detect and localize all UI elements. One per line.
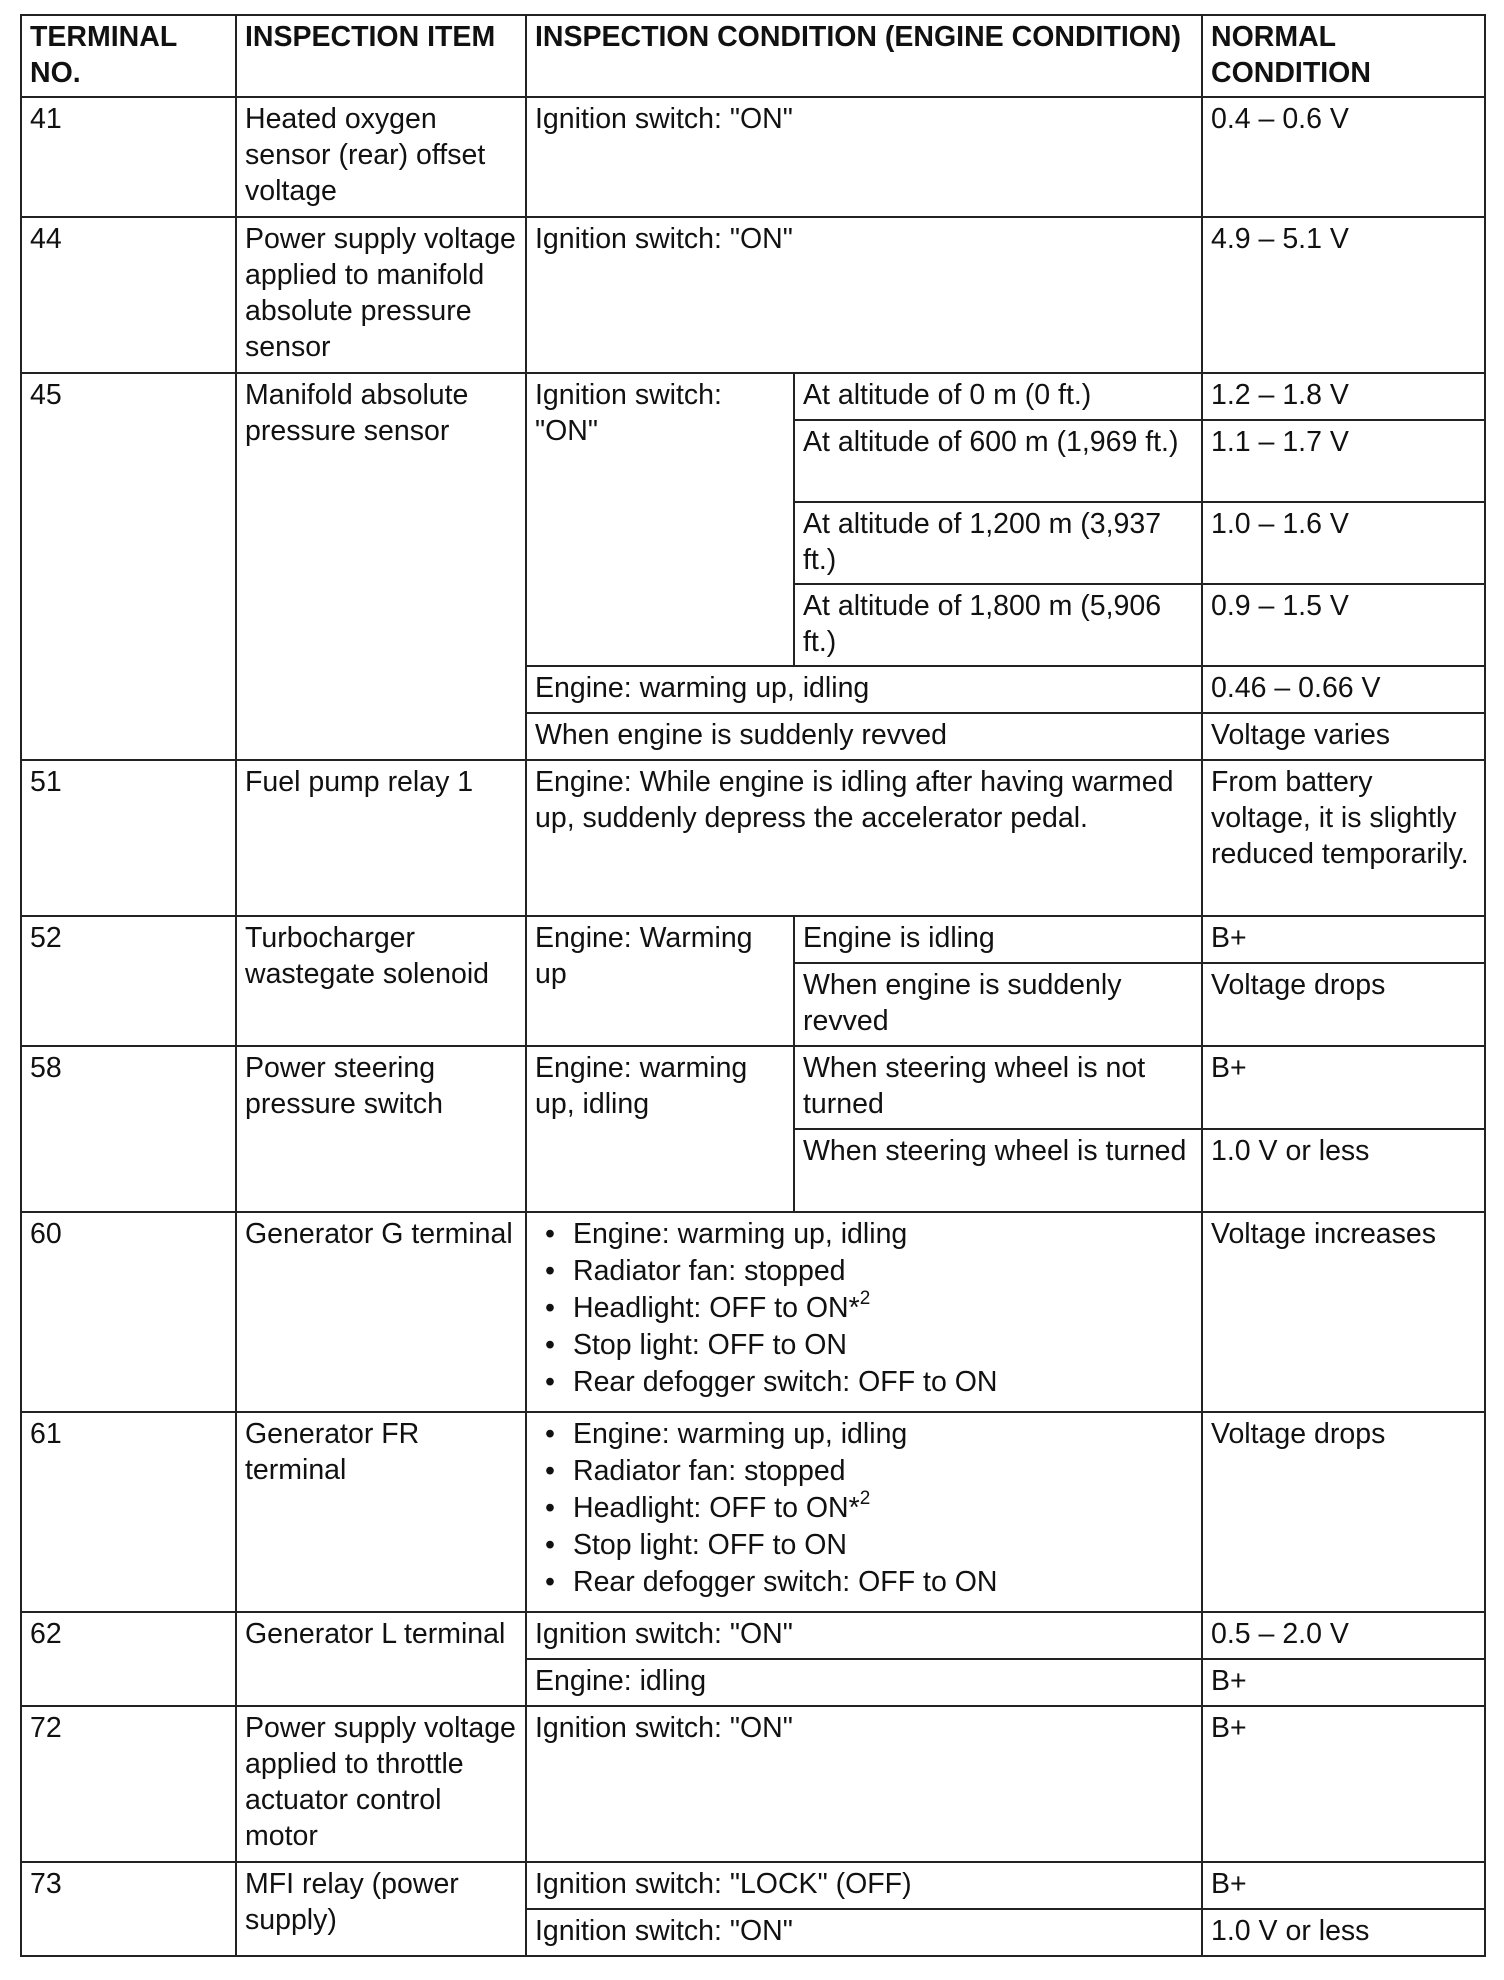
table-row — [21, 1612, 1485, 1659]
normal-condition: 0.4 – 0.6 V — [1202, 97, 1485, 217]
normal-condition: Voltage varies — [1202, 713, 1485, 760]
inspection-item: Fuel pump relay 1 — [236, 760, 526, 916]
inspection-condition-list — [526, 1212, 1202, 1412]
inspection-item: Generator FR terminal — [236, 1412, 526, 1612]
normal-condition: B+ — [1202, 1046, 1485, 1129]
condition-text: Headlight: OFF to ON* — [573, 1292, 860, 1324]
inspection-item: Heated oxygen sensor (rear) offset voltage — [236, 97, 526, 217]
inspection-condition: Engine: warming up, idling — [526, 1046, 794, 1212]
inspection-sub-condition: When engine is suddenly revved — [794, 963, 1202, 1046]
condition-bullet: • Engine: warming up, idling — [541, 1416, 1193, 1453]
table-row — [21, 373, 1485, 420]
normal-condition: B+ — [1202, 1659, 1485, 1706]
inspection-sub-condition: At altitude of 1,800 m (5,906 ft.) — [794, 584, 1202, 666]
condition-bullet-list — [535, 1416, 1193, 1601]
condition-bullet-list — [535, 1216, 1193, 1401]
condition-bullet: • Engine: warming up, idling — [541, 1216, 1193, 1253]
inspection-condition: Ignition switch: "ON" — [526, 217, 1202, 373]
normal-condition: 1.0 V or less — [1202, 1129, 1485, 1212]
condition-bullet: • Radiator fan: stopped — [541, 1253, 1193, 1290]
normal-condition: 1.2 – 1.8 V — [1202, 373, 1485, 420]
normal-condition: 0.46 – 0.66 V — [1202, 666, 1485, 713]
normal-condition: 4.9 – 5.1 V — [1202, 217, 1485, 373]
table-row — [21, 1706, 1485, 1862]
terminal-number: 52 — [21, 916, 236, 1046]
normal-condition: Voltage drops — [1202, 1412, 1485, 1612]
table-row — [21, 1212, 1485, 1412]
terminal-number: 62 — [21, 1612, 236, 1706]
inspection-condition: Engine: idling — [526, 1659, 1202, 1706]
terminal-number: 45 — [21, 373, 236, 760]
normal-condition: Voltage drops — [1202, 963, 1485, 1046]
normal-condition: 1.0 V or less — [1202, 1909, 1485, 1956]
normal-condition: 1.1 – 1.7 V — [1202, 420, 1485, 502]
inspection-sub-condition: At altitude of 0 m (0 ft.) — [794, 373, 1202, 420]
inspection-sub-condition: At altitude of 600 m (1,969 ft.) — [794, 420, 1202, 502]
normal-condition: Voltage increases — [1202, 1212, 1485, 1412]
inspection-item: Power steering pressure switch — [236, 1046, 526, 1212]
table-row — [21, 1046, 1485, 1129]
header-normal-condition: NORMAL CONDITION — [1202, 15, 1485, 97]
table-row — [21, 1412, 1485, 1612]
normal-condition: B+ — [1202, 916, 1485, 963]
inspection-item: MFI relay (power supply) — [236, 1862, 526, 1956]
terminal-number: 44 — [21, 217, 236, 373]
header-terminal-no: TERMINAL NO. — [21, 15, 236, 97]
inspection-condition: When engine is suddenly revved — [526, 713, 1202, 760]
inspection-item: Manifold absolute pressure sensor — [236, 373, 526, 760]
inspection-condition: Ignition switch: "ON" — [526, 1706, 1202, 1862]
terminal-number: 73 — [21, 1862, 236, 1956]
footnote-mark: 2 — [859, 1287, 871, 1309]
inspection-condition: Ignition switch: "ON" — [526, 1612, 1202, 1659]
terminal-number: 58 — [21, 1046, 236, 1212]
inspection-condition: Ignition switch: "ON" — [526, 373, 794, 666]
condition-bullet: • Stop light: OFF to ON — [541, 1327, 1193, 1364]
inspection-sub-condition: Engine is idling — [794, 916, 1202, 963]
table-row — [21, 760, 1485, 916]
header-inspection-item: INSPECTION ITEM — [236, 15, 526, 97]
inspection-condition-list — [526, 1412, 1202, 1612]
inspection-sub-condition: When steering wheel is turned — [794, 1129, 1202, 1212]
inspection-item: Power supply voltage applied to throttle actuator control motor — [236, 1706, 526, 1862]
table-row — [21, 1862, 1485, 1909]
inspection-item: Generator L terminal — [236, 1612, 526, 1706]
condition-text: Headlight: OFF to ON* — [573, 1492, 860, 1524]
normal-condition: 0.9 – 1.5 V — [1202, 584, 1485, 666]
terminal-number: 41 — [21, 97, 236, 217]
terminal-number: 51 — [21, 760, 236, 916]
normal-condition: 1.0 – 1.6 V — [1202, 502, 1485, 584]
inspection-item: Generator G terminal — [236, 1212, 526, 1412]
normal-condition: From battery voltage, it is slightly reduced temporarily. — [1202, 760, 1485, 916]
inspection-item: Turbocharger wastegate solenoid — [236, 916, 526, 1046]
inspection-sub-condition: At altitude of 1,200 m (3,937 ft.) — [794, 502, 1202, 584]
inspection-condition: Ignition switch: "LOCK" (OFF) — [526, 1862, 1202, 1909]
condition-bullet: • Rear defogger switch: OFF to ON — [541, 1564, 1193, 1601]
condition-bullet: • Rear defogger switch: OFF to ON — [541, 1364, 1193, 1401]
inspection-condition: Engine: warming up, idling — [526, 666, 1202, 713]
terminal-number: 72 — [21, 1706, 236, 1862]
normal-condition: 0.5 – 2.0 V — [1202, 1612, 1485, 1659]
header-inspection-condition: INSPECTION CONDITION (ENGINE CONDITION) — [526, 15, 1202, 97]
table-row — [21, 916, 1485, 963]
condition-bullet: • Radiator fan: stopped — [541, 1453, 1193, 1490]
table-row — [21, 97, 1485, 217]
terminal-number: 61 — [21, 1412, 236, 1612]
normal-condition: B+ — [1202, 1862, 1485, 1909]
inspection-item: Power supply voltage applied to manifold absolute pressure sensor — [236, 217, 526, 373]
condition-bullet — [541, 1487, 1193, 1527]
table-row — [21, 217, 1485, 373]
inspection-sub-condition: When steering wheel is not turned — [794, 1046, 1202, 1129]
inspection-condition: Ignition switch: "ON" — [526, 1909, 1202, 1956]
inspection-condition: Engine: While engine is idling after having warmed up, suddenly depress the accelerator pedal. — [526, 760, 1202, 916]
terminal-number: 60 — [21, 1212, 236, 1412]
inspection-condition: Ignition switch: "ON" — [526, 97, 1202, 217]
condition-bullet — [541, 1287, 1193, 1327]
footnote-mark: 2 — [859, 1487, 871, 1509]
inspection-condition: Engine: Warming up — [526, 916, 794, 1046]
terminal-inspection-table — [20, 14, 1486, 1957]
normal-condition: B+ — [1202, 1706, 1485, 1862]
condition-bullet: • Stop light: OFF to ON — [541, 1527, 1193, 1564]
table-header-row — [21, 15, 1485, 97]
